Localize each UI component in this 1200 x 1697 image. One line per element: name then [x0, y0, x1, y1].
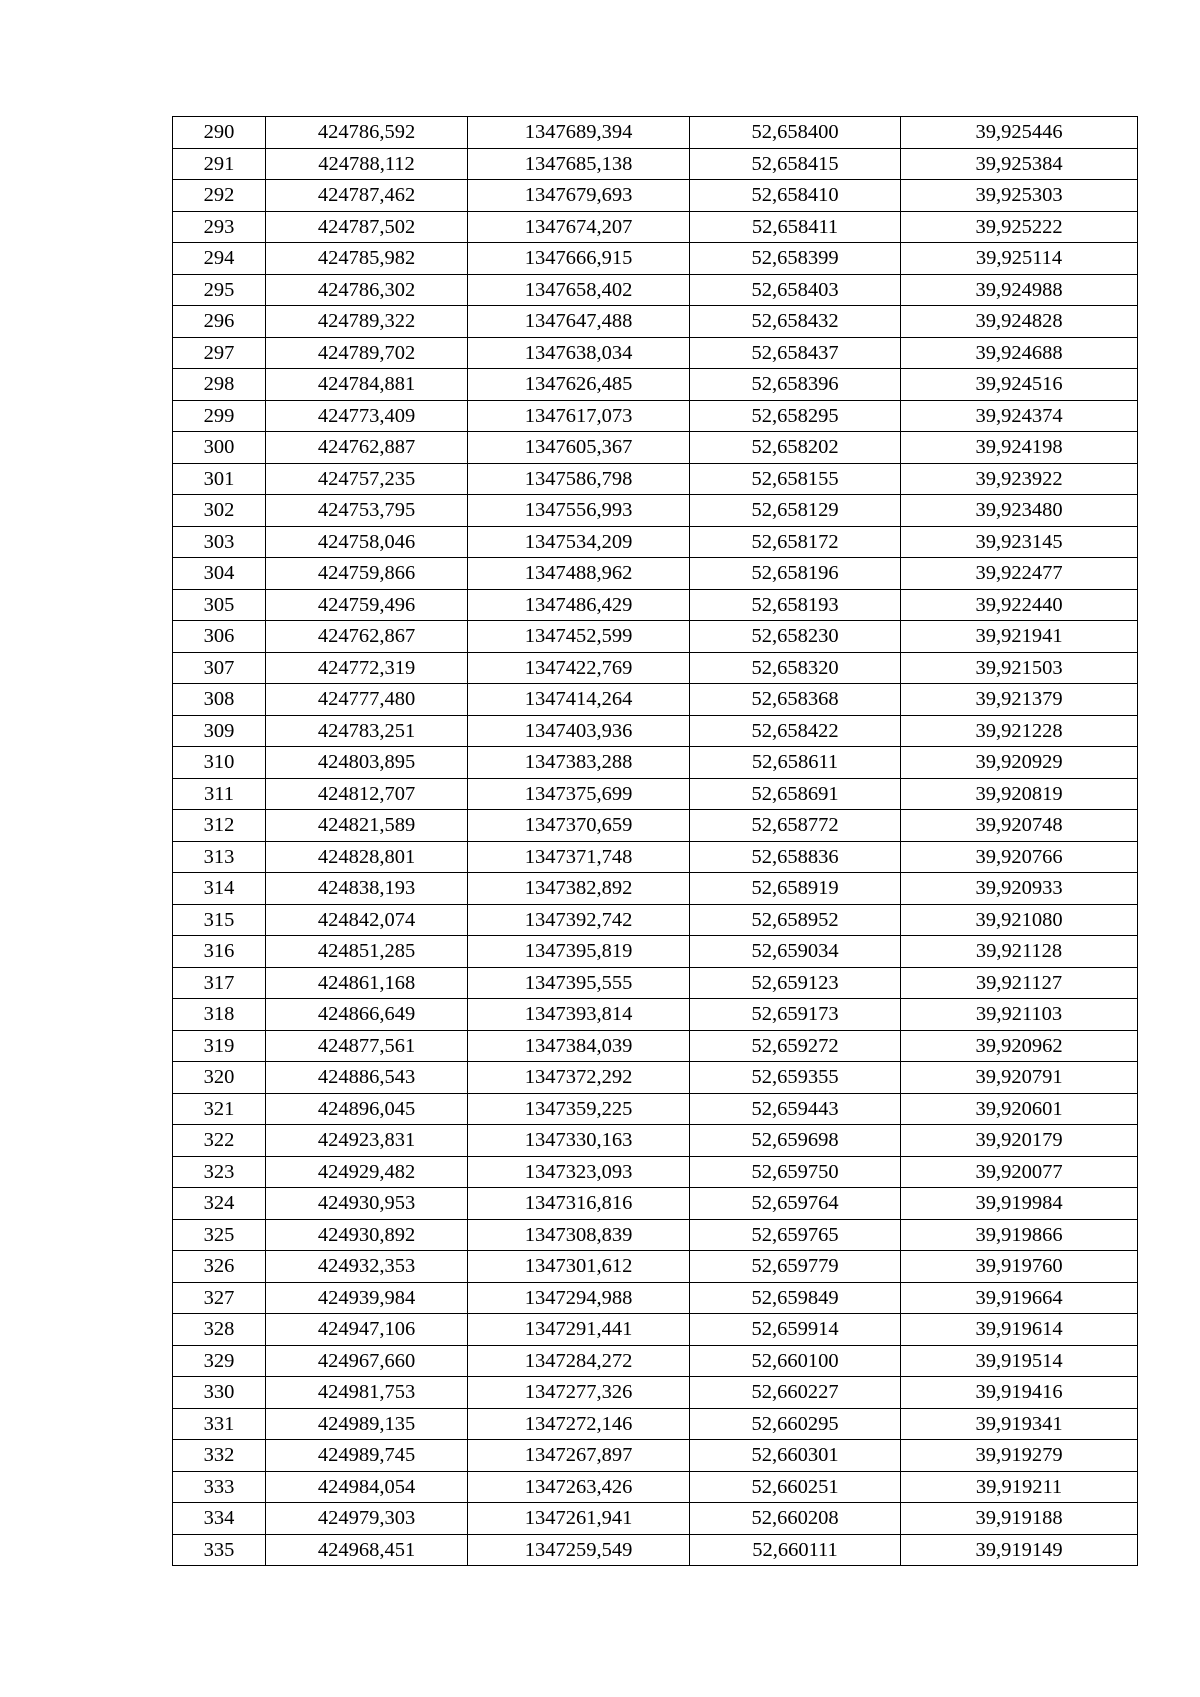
point-number-cell: 313	[173, 841, 266, 873]
latitude-cell: 52,658403	[690, 274, 901, 306]
longitude-cell: 39,920179	[901, 1125, 1138, 1157]
x-coordinate-cell: 424777,480	[266, 684, 468, 716]
latitude-cell: 52,659849	[690, 1282, 901, 1314]
latitude-cell: 52,660251	[690, 1471, 901, 1503]
table-row	[173, 495, 1138, 527]
x-coordinate-cell: 424967,660	[266, 1345, 468, 1377]
longitude-cell: 39,921127	[901, 967, 1138, 999]
point-number-cell: 299	[173, 400, 266, 432]
table-row	[173, 747, 1138, 779]
point-number-cell: 322	[173, 1125, 266, 1157]
table-row	[173, 967, 1138, 999]
y-coordinate-cell: 1347395,819	[468, 936, 690, 968]
x-coordinate-cell: 424947,106	[266, 1314, 468, 1346]
longitude-cell: 39,919614	[901, 1314, 1138, 1346]
coordinates-table	[172, 116, 1138, 1566]
x-coordinate-cell: 424762,887	[266, 432, 468, 464]
table-row	[173, 715, 1138, 747]
table-row	[173, 1188, 1138, 1220]
latitude-cell: 52,658202	[690, 432, 901, 464]
x-coordinate-cell: 424877,561	[266, 1030, 468, 1062]
y-coordinate-cell: 1347263,426	[468, 1471, 690, 1503]
x-coordinate-cell: 424803,895	[266, 747, 468, 779]
table-row	[173, 652, 1138, 684]
latitude-cell: 52,660295	[690, 1408, 901, 1440]
table-row	[173, 337, 1138, 369]
y-coordinate-cell: 1347393,814	[468, 999, 690, 1031]
longitude-cell: 39,919188	[901, 1503, 1138, 1535]
y-coordinate-cell: 1347284,272	[468, 1345, 690, 1377]
x-coordinate-cell: 424866,649	[266, 999, 468, 1031]
latitude-cell: 52,658129	[690, 495, 901, 527]
y-coordinate-cell: 1347301,612	[468, 1251, 690, 1283]
longitude-cell: 39,925114	[901, 243, 1138, 275]
latitude-cell: 52,660100	[690, 1345, 901, 1377]
point-number-cell: 321	[173, 1093, 266, 1125]
x-coordinate-cell: 424939,984	[266, 1282, 468, 1314]
table-row	[173, 1251, 1138, 1283]
longitude-cell: 39,920791	[901, 1062, 1138, 1094]
y-coordinate-cell: 1347679,693	[468, 180, 690, 212]
latitude-cell: 52,658396	[690, 369, 901, 401]
point-number-cell: 304	[173, 558, 266, 590]
latitude-cell: 52,658432	[690, 306, 901, 338]
x-coordinate-cell: 424979,303	[266, 1503, 468, 1535]
table-row	[173, 211, 1138, 243]
y-coordinate-cell: 1347294,988	[468, 1282, 690, 1314]
longitude-cell: 39,925303	[901, 180, 1138, 212]
y-coordinate-cell: 1347638,034	[468, 337, 690, 369]
table-row	[173, 873, 1138, 905]
point-number-cell: 303	[173, 526, 266, 558]
latitude-cell: 52,659765	[690, 1219, 901, 1251]
x-coordinate-cell: 424812,707	[266, 778, 468, 810]
point-number-cell: 294	[173, 243, 266, 275]
table-row	[173, 432, 1138, 464]
table-row	[173, 1219, 1138, 1251]
table-row	[173, 841, 1138, 873]
x-coordinate-cell: 424828,801	[266, 841, 468, 873]
y-coordinate-cell: 1347605,367	[468, 432, 690, 464]
point-number-cell: 333	[173, 1471, 266, 1503]
table-row	[173, 778, 1138, 810]
x-coordinate-cell: 424759,866	[266, 558, 468, 590]
x-coordinate-cell: 424930,892	[266, 1219, 468, 1251]
latitude-cell: 52,659123	[690, 967, 901, 999]
point-number-cell: 309	[173, 715, 266, 747]
y-coordinate-cell: 1347383,288	[468, 747, 690, 779]
table-row	[173, 274, 1138, 306]
point-number-cell: 291	[173, 148, 266, 180]
longitude-cell: 39,921128	[901, 936, 1138, 968]
table-row	[173, 1314, 1138, 1346]
point-number-cell: 335	[173, 1534, 266, 1566]
x-coordinate-cell: 424757,235	[266, 463, 468, 495]
table-row	[173, 148, 1138, 180]
table-row	[173, 369, 1138, 401]
table-row	[173, 1093, 1138, 1125]
table-row	[173, 810, 1138, 842]
table-row	[173, 936, 1138, 968]
point-number-cell: 316	[173, 936, 266, 968]
longitude-cell: 39,921503	[901, 652, 1138, 684]
point-number-cell: 301	[173, 463, 266, 495]
y-coordinate-cell: 1347308,839	[468, 1219, 690, 1251]
longitude-cell: 39,920077	[901, 1156, 1138, 1188]
y-coordinate-cell: 1347316,816	[468, 1188, 690, 1220]
point-number-cell: 328	[173, 1314, 266, 1346]
y-coordinate-cell: 1347370,659	[468, 810, 690, 842]
point-number-cell: 318	[173, 999, 266, 1031]
latitude-cell: 52,659034	[690, 936, 901, 968]
point-number-cell: 334	[173, 1503, 266, 1535]
x-coordinate-cell: 424753,795	[266, 495, 468, 527]
latitude-cell: 52,658919	[690, 873, 901, 905]
table-row	[173, 589, 1138, 621]
latitude-cell: 52,658611	[690, 747, 901, 779]
point-number-cell: 331	[173, 1408, 266, 1440]
longitude-cell: 39,922440	[901, 589, 1138, 621]
latitude-cell: 52,658437	[690, 337, 901, 369]
point-number-cell: 295	[173, 274, 266, 306]
table-row	[173, 1345, 1138, 1377]
x-coordinate-cell: 424788,112	[266, 148, 468, 180]
longitude-cell: 39,922477	[901, 558, 1138, 590]
y-coordinate-cell: 1347452,599	[468, 621, 690, 653]
y-coordinate-cell: 1347586,798	[468, 463, 690, 495]
longitude-cell: 39,919149	[901, 1534, 1138, 1566]
y-coordinate-cell: 1347261,941	[468, 1503, 690, 1535]
x-coordinate-cell: 424861,168	[266, 967, 468, 999]
point-number-cell: 317	[173, 967, 266, 999]
y-coordinate-cell: 1347403,936	[468, 715, 690, 747]
longitude-cell: 39,920933	[901, 873, 1138, 905]
latitude-cell: 52,660301	[690, 1440, 901, 1472]
table-row	[173, 243, 1138, 275]
longitude-cell: 39,919341	[901, 1408, 1138, 1440]
latitude-cell: 52,658400	[690, 117, 901, 149]
point-number-cell: 310	[173, 747, 266, 779]
y-coordinate-cell: 1347414,264	[468, 684, 690, 716]
longitude-cell: 39,925446	[901, 117, 1138, 149]
y-coordinate-cell: 1347626,485	[468, 369, 690, 401]
longitude-cell: 39,925222	[901, 211, 1138, 243]
x-coordinate-cell: 424886,543	[266, 1062, 468, 1094]
table-row	[173, 400, 1138, 432]
y-coordinate-cell: 1347617,073	[468, 400, 690, 432]
latitude-cell: 52,660111	[690, 1534, 901, 1566]
y-coordinate-cell: 1347422,769	[468, 652, 690, 684]
table-row	[173, 904, 1138, 936]
latitude-cell: 52,659355	[690, 1062, 901, 1094]
point-number-cell: 323	[173, 1156, 266, 1188]
point-number-cell: 311	[173, 778, 266, 810]
table-row	[173, 621, 1138, 653]
table-row	[173, 558, 1138, 590]
latitude-cell: 52,658422	[690, 715, 901, 747]
latitude-cell: 52,659173	[690, 999, 901, 1031]
longitude-cell: 39,919760	[901, 1251, 1138, 1283]
x-coordinate-cell: 424923,831	[266, 1125, 468, 1157]
latitude-cell: 52,658230	[690, 621, 901, 653]
table-row	[173, 526, 1138, 558]
x-coordinate-cell: 424929,482	[266, 1156, 468, 1188]
y-coordinate-cell: 1347359,225	[468, 1093, 690, 1125]
x-coordinate-cell: 424930,953	[266, 1188, 468, 1220]
latitude-cell: 52,660227	[690, 1377, 901, 1409]
latitude-cell: 52,659914	[690, 1314, 901, 1346]
table-row	[173, 1440, 1138, 1472]
longitude-cell: 39,924374	[901, 400, 1138, 432]
y-coordinate-cell: 1347534,209	[468, 526, 690, 558]
longitude-cell: 39,919664	[901, 1282, 1138, 1314]
latitude-cell: 52,659698	[690, 1125, 901, 1157]
x-coordinate-cell: 424785,982	[266, 243, 468, 275]
y-coordinate-cell: 1347277,326	[468, 1377, 690, 1409]
point-number-cell: 329	[173, 1345, 266, 1377]
latitude-cell: 52,658836	[690, 841, 901, 873]
x-coordinate-cell: 424838,193	[266, 873, 468, 905]
y-coordinate-cell: 1347272,146	[468, 1408, 690, 1440]
table-row	[173, 1030, 1138, 1062]
longitude-cell: 39,919211	[901, 1471, 1138, 1503]
point-number-cell: 302	[173, 495, 266, 527]
point-number-cell: 312	[173, 810, 266, 842]
y-coordinate-cell: 1347658,402	[468, 274, 690, 306]
x-coordinate-cell: 424784,881	[266, 369, 468, 401]
latitude-cell: 52,658368	[690, 684, 901, 716]
point-number-cell: 297	[173, 337, 266, 369]
point-number-cell: 330	[173, 1377, 266, 1409]
longitude-cell: 39,923480	[901, 495, 1138, 527]
latitude-cell: 52,659750	[690, 1156, 901, 1188]
y-coordinate-cell: 1347375,699	[468, 778, 690, 810]
table-row	[173, 1534, 1138, 1566]
table-row	[173, 1125, 1138, 1157]
point-number-cell: 315	[173, 904, 266, 936]
latitude-cell: 52,660208	[690, 1503, 901, 1535]
latitude-cell: 52,658193	[690, 589, 901, 621]
y-coordinate-cell: 1347488,962	[468, 558, 690, 590]
point-number-cell: 293	[173, 211, 266, 243]
x-coordinate-cell: 424772,319	[266, 652, 468, 684]
longitude-cell: 39,919279	[901, 1440, 1138, 1472]
y-coordinate-cell: 1347371,748	[468, 841, 690, 873]
x-coordinate-cell: 424789,702	[266, 337, 468, 369]
y-coordinate-cell: 1347382,892	[468, 873, 690, 905]
x-coordinate-cell: 424932,353	[266, 1251, 468, 1283]
longitude-cell: 39,920962	[901, 1030, 1138, 1062]
point-number-cell: 298	[173, 369, 266, 401]
longitude-cell: 39,924828	[901, 306, 1138, 338]
latitude-cell: 52,658399	[690, 243, 901, 275]
longitude-cell: 39,920601	[901, 1093, 1138, 1125]
x-coordinate-cell: 424762,867	[266, 621, 468, 653]
latitude-cell: 52,659779	[690, 1251, 901, 1283]
latitude-cell: 52,658410	[690, 180, 901, 212]
x-coordinate-cell: 424787,462	[266, 180, 468, 212]
y-coordinate-cell: 1347291,441	[468, 1314, 690, 1346]
latitude-cell: 52,658172	[690, 526, 901, 558]
longitude-cell: 39,919416	[901, 1377, 1138, 1409]
table-row	[173, 1282, 1138, 1314]
point-number-cell: 319	[173, 1030, 266, 1062]
point-number-cell: 307	[173, 652, 266, 684]
longitude-cell: 39,923922	[901, 463, 1138, 495]
latitude-cell: 52,658411	[690, 211, 901, 243]
x-coordinate-cell: 424896,045	[266, 1093, 468, 1125]
point-number-cell: 290	[173, 117, 266, 149]
table-row	[173, 117, 1138, 149]
x-coordinate-cell: 424758,046	[266, 526, 468, 558]
latitude-cell: 52,659764	[690, 1188, 901, 1220]
latitude-cell: 52,658952	[690, 904, 901, 936]
y-coordinate-cell: 1347674,207	[468, 211, 690, 243]
longitude-cell: 39,924198	[901, 432, 1138, 464]
latitude-cell: 52,659272	[690, 1030, 901, 1062]
y-coordinate-cell: 1347330,163	[468, 1125, 690, 1157]
y-coordinate-cell: 1347392,742	[468, 904, 690, 936]
x-coordinate-cell: 424783,251	[266, 715, 468, 747]
x-coordinate-cell: 424787,502	[266, 211, 468, 243]
table-row	[173, 1156, 1138, 1188]
point-number-cell: 324	[173, 1188, 266, 1220]
x-coordinate-cell: 424786,302	[266, 274, 468, 306]
point-number-cell: 292	[173, 180, 266, 212]
latitude-cell: 52,658155	[690, 463, 901, 495]
table-row	[173, 684, 1138, 716]
point-number-cell: 326	[173, 1251, 266, 1283]
x-coordinate-cell: 424786,592	[266, 117, 468, 149]
x-coordinate-cell: 424773,409	[266, 400, 468, 432]
point-number-cell: 320	[173, 1062, 266, 1094]
x-coordinate-cell: 424821,589	[266, 810, 468, 842]
x-coordinate-cell: 424759,496	[266, 589, 468, 621]
x-coordinate-cell: 424984,054	[266, 1471, 468, 1503]
table-row	[173, 1377, 1138, 1409]
x-coordinate-cell: 424842,074	[266, 904, 468, 936]
y-coordinate-cell: 1347685,138	[468, 148, 690, 180]
latitude-cell: 52,658295	[690, 400, 901, 432]
latitude-cell: 52,658320	[690, 652, 901, 684]
y-coordinate-cell: 1347323,093	[468, 1156, 690, 1188]
longitude-cell: 39,921379	[901, 684, 1138, 716]
longitude-cell: 39,920766	[901, 841, 1138, 873]
point-number-cell: 305	[173, 589, 266, 621]
point-number-cell: 332	[173, 1440, 266, 1472]
point-number-cell: 306	[173, 621, 266, 653]
point-number-cell: 308	[173, 684, 266, 716]
latitude-cell: 52,659443	[690, 1093, 901, 1125]
longitude-cell: 39,921103	[901, 999, 1138, 1031]
longitude-cell: 39,921941	[901, 621, 1138, 653]
longitude-cell: 39,921228	[901, 715, 1138, 747]
longitude-cell: 39,921080	[901, 904, 1138, 936]
table-row	[173, 306, 1138, 338]
y-coordinate-cell: 1347395,555	[468, 967, 690, 999]
x-coordinate-cell: 424789,322	[266, 306, 468, 338]
point-number-cell: 300	[173, 432, 266, 464]
longitude-cell: 39,919514	[901, 1345, 1138, 1377]
x-coordinate-cell: 424968,451	[266, 1534, 468, 1566]
longitude-cell: 39,924688	[901, 337, 1138, 369]
coordinates-table-body	[173, 117, 1138, 1566]
point-number-cell: 296	[173, 306, 266, 338]
table-row	[173, 1471, 1138, 1503]
y-coordinate-cell: 1347267,897	[468, 1440, 690, 1472]
latitude-cell: 52,658772	[690, 810, 901, 842]
x-coordinate-cell: 424981,753	[266, 1377, 468, 1409]
point-number-cell: 327	[173, 1282, 266, 1314]
table-row	[173, 999, 1138, 1031]
y-coordinate-cell: 1347556,993	[468, 495, 690, 527]
y-coordinate-cell: 1347486,429	[468, 589, 690, 621]
table-row	[173, 1062, 1138, 1094]
y-coordinate-cell: 1347689,394	[468, 117, 690, 149]
y-coordinate-cell: 1347647,488	[468, 306, 690, 338]
table-row	[173, 1408, 1138, 1440]
longitude-cell: 39,923145	[901, 526, 1138, 558]
latitude-cell: 52,658196	[690, 558, 901, 590]
longitude-cell: 39,919866	[901, 1219, 1138, 1251]
longitude-cell: 39,919984	[901, 1188, 1138, 1220]
longitude-cell: 39,920748	[901, 810, 1138, 842]
y-coordinate-cell: 1347384,039	[468, 1030, 690, 1062]
latitude-cell: 52,658691	[690, 778, 901, 810]
point-number-cell: 314	[173, 873, 266, 905]
table-row	[173, 1503, 1138, 1535]
point-number-cell: 325	[173, 1219, 266, 1251]
latitude-cell: 52,658415	[690, 148, 901, 180]
y-coordinate-cell: 1347259,549	[468, 1534, 690, 1566]
longitude-cell: 39,924516	[901, 369, 1138, 401]
longitude-cell: 39,920819	[901, 778, 1138, 810]
y-coordinate-cell: 1347372,292	[468, 1062, 690, 1094]
table-row	[173, 463, 1138, 495]
x-coordinate-cell: 424989,135	[266, 1408, 468, 1440]
x-coordinate-cell: 424989,745	[266, 1440, 468, 1472]
longitude-cell: 39,925384	[901, 148, 1138, 180]
longitude-cell: 39,920929	[901, 747, 1138, 779]
table-row	[173, 180, 1138, 212]
y-coordinate-cell: 1347666,915	[468, 243, 690, 275]
x-coordinate-cell: 424851,285	[266, 936, 468, 968]
longitude-cell: 39,924988	[901, 274, 1138, 306]
